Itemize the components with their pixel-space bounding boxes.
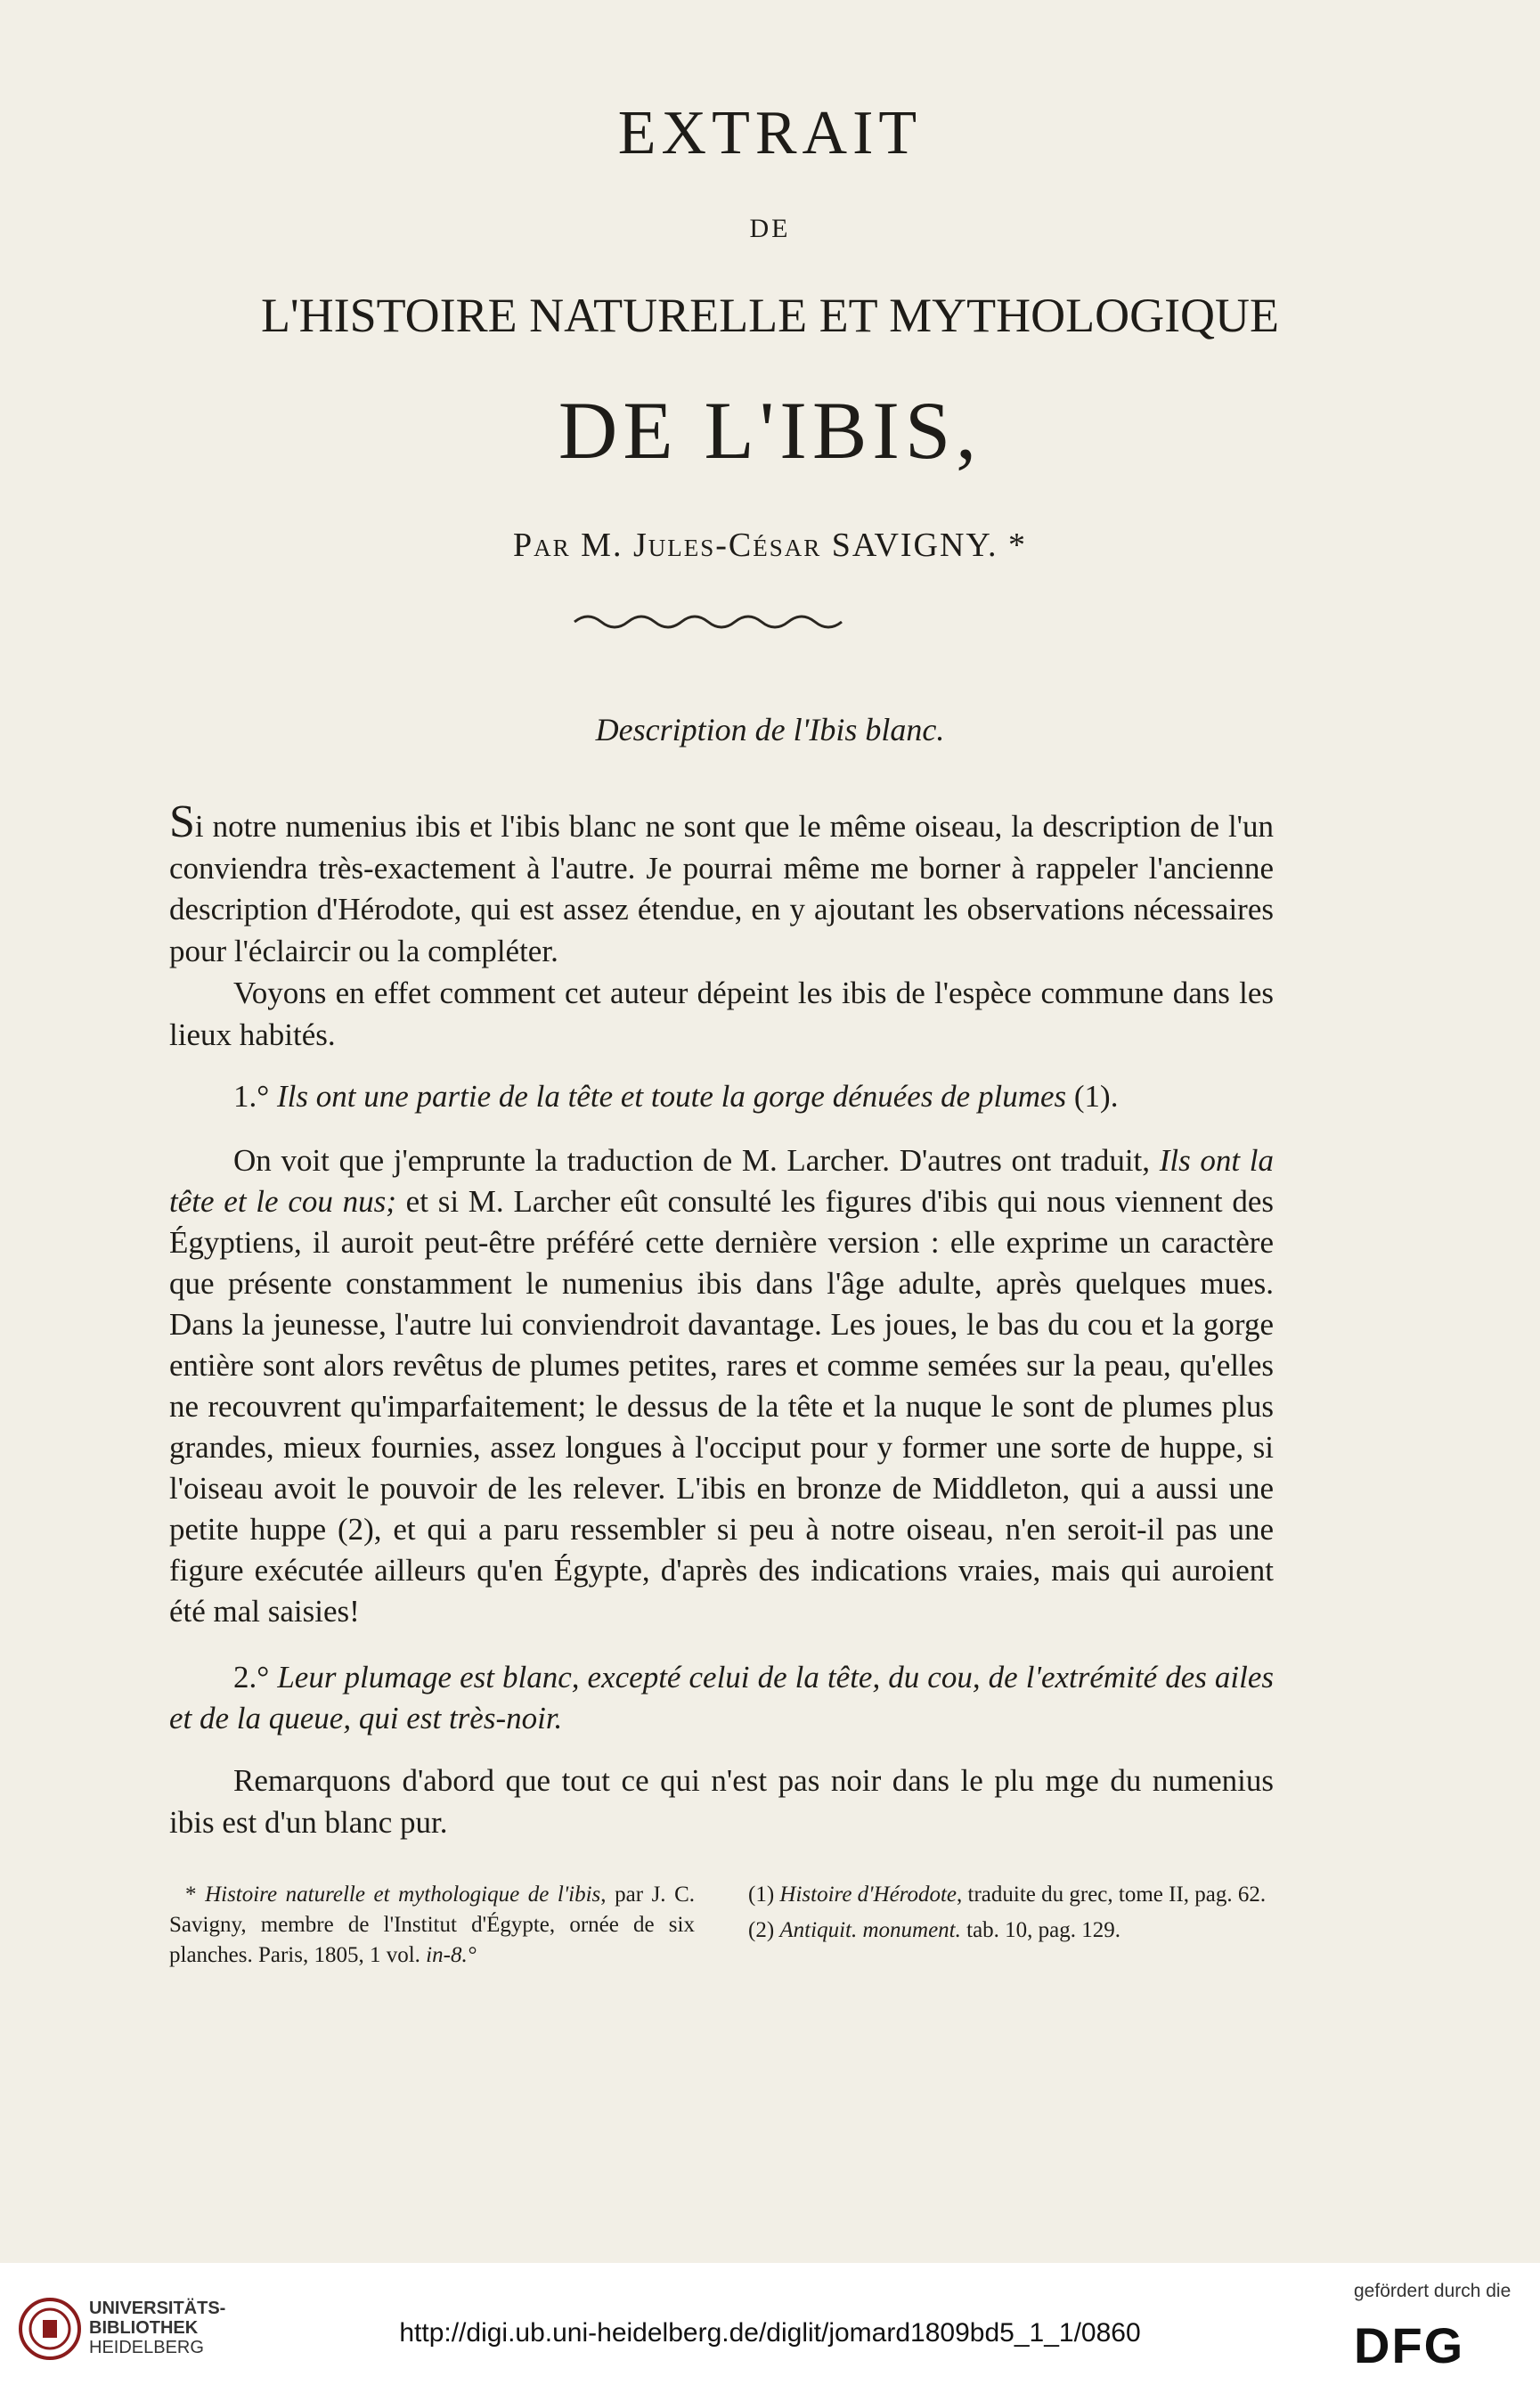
footnote-star-format: in-8.° (426, 1943, 477, 1967)
viewer-footer (0, 2263, 1540, 2393)
drop-cap: S (169, 796, 195, 847)
dfg-logo: DFG (1354, 2317, 1465, 2373)
item-number: 2.° (233, 1660, 278, 1695)
footnote-1-mark: (1) (748, 1883, 780, 1907)
footnote-1 (748, 1880, 1274, 1910)
footnote-1-title: Histoire d'Hérodote (779, 1883, 957, 1907)
ornament-divider (570, 606, 846, 633)
paragraph-4-b: et si M. Larcher eût consulté les figures d'ibis qui nous viennent des Égyptiens, il auroit peut-être préféré cette dernière version : elle exprime un caractère que présente constamment le numenius ibis dans l'âge adulte, après quelques mues. Dans la jeunesse, l'autre lui conviendroit davantage. Les joues, le bas du cou et la gorge entière sont alors revêtus de plumes petites, rares et comme semées sur la peau, qu'elles ne recouvrent qu'imparfaitement; le dessus de la tête et la nuque le sont de plumes plus grandes, mieux fournies, assez longues à l'occiput pour y former une sorte de huppe, si l'oiseau avoit le pouvoir de les relever. L'ibis en bronze de Middleton, qui a aussi une petite huppe (2), et qui a paru ressembler si peu à notre oiseau, n'en seroit-il pas une figure exécutée ailleurs qu'en Égypte, d'après des indications vraies, mais qui auroient été mal saisies! (169, 1184, 1274, 1629)
paragraph-4 (169, 1140, 1274, 1632)
footnote-star-title: Histoire naturelle et mythologique de l'ibis (205, 1883, 601, 1907)
footnote-star-mark: * (185, 1883, 206, 1907)
footnote-star-text: , par J. C. Savigny, membre de l'Institut d'Égypte, ornée de six planches. Paris, 1805, 1 vol. (169, 1883, 696, 1967)
footnote-ref: (1). (1066, 1079, 1119, 1114)
paragraph-5 (169, 1657, 1274, 1739)
sponsor-label: gefördert durch die (1354, 2281, 1511, 2301)
paragraph-6: Remarquons d'abord que tout ce qui n'est pas noir dans le plu mge du numenius ibis est d'un blanc pur. (169, 1763, 1274, 1840)
paragraph-3 (169, 1076, 1274, 1118)
permalink-url[interactable]: http://digi.ub.uni-heidelberg.de/diglit/jomard1809bd5_1_1/0860 (399, 2318, 1141, 2348)
paragraph-1 (169, 796, 1274, 972)
title-histoire: L'HISTOIRE NATURELLE ET MYTHOLOGIQUE (260, 289, 1280, 342)
author-line: Par M. Jules-César SAVIGNY. * (513, 527, 1027, 564)
footnote-1-text: , traduite du grec, tome II, pag. 62. (957, 1883, 1267, 1907)
footnote-2-title: Antiquit. monument. (779, 1918, 961, 1942)
paragraph-4-italic: Ils ont la tête et le cou nus; (169, 1143, 1274, 1219)
footnotes-numbered (748, 1880, 1274, 1946)
paragraph-2: Voyons en effet comment cet auteur dépeint les ibis de l'espèce commune dans les lieux habités. (169, 976, 1274, 1052)
library-name: UNIVERSITÄTS- BIBLIOTHEK HEIDELBERG (89, 2299, 226, 2357)
footnote-2-text: tab. 10, pag. 129. (960, 1918, 1121, 1942)
footnote-star (169, 1880, 695, 1971)
title-extrait: EXTRAIT (617, 99, 923, 167)
footnote-2 (748, 1915, 1274, 1946)
title-de: DE (749, 214, 791, 243)
quotation: Leur plumage est blanc, excepté celui de la tête, du cou, de l'extrémité des ailes et de la queue, qui est très-noir. (169, 1660, 1275, 1736)
footnote-2-mark: (2) (748, 1918, 780, 1942)
paragraph-1-text: i notre numenius ibis et l'ibis blanc ne sont que le même oiseau, la description de l'un conviendra très-exactement à l'autre. Je pourrai même me borner à rappeler l'ancienne description d'Hérodote, qui est assez étendue, en y ajoutant les observations nécessaires pour l'éclaircir ou la compléter. (169, 809, 1274, 968)
quotation: Ils ont une partie de la tête et toute la gorge dénuées de plumes (277, 1079, 1067, 1114)
item-number: 1.° (233, 1079, 277, 1114)
section-subtitle: Description de l'Ibis blanc. (595, 712, 945, 747)
title-ibis: DE L'IBIS, (558, 385, 982, 476)
paragraph-4-a: On voit que j'emprunte la traduction de M. Larcher. D'autres ont traduit, (233, 1143, 1160, 1178)
